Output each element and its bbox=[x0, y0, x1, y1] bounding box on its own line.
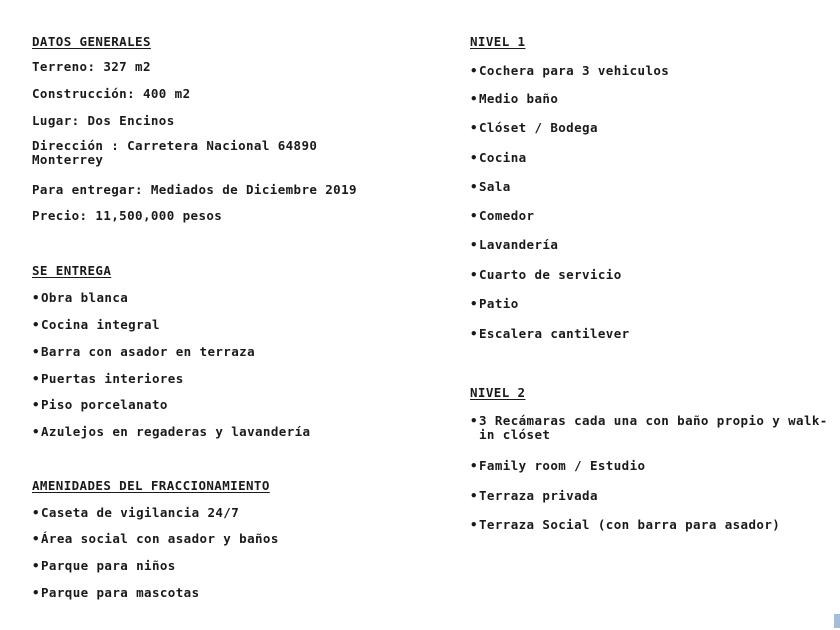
bullet-icon: • bbox=[470, 179, 478, 194]
list-item: • Medio baño bbox=[470, 91, 559, 106]
amenidades-section bbox=[32, 478, 432, 600]
amenidades-heading: AMENIDADES DEL FRACCIONAMIENTO bbox=[32, 478, 270, 493]
list-item: • Escalera cantilever bbox=[470, 326, 630, 341]
construccion-text: Construcción: 400 m2 bbox=[32, 86, 191, 101]
corner-decoration bbox=[834, 614, 840, 628]
se-entrega-heading: SE ENTREGA bbox=[32, 263, 112, 278]
list-item: • Caseta de vigilancia 24/7 bbox=[32, 505, 240, 520]
bullet-icon: • bbox=[32, 397, 40, 412]
se-entrega-section bbox=[32, 263, 432, 439]
list-item: • Barra con asador en terraza bbox=[32, 344, 255, 359]
bullet-icon: • bbox=[32, 344, 40, 359]
list-item: • Family room / Estudio bbox=[470, 458, 646, 473]
bullet-icon: • bbox=[470, 63, 478, 78]
bullet-icon: • bbox=[470, 267, 478, 282]
list-item: • Piso porcelanato bbox=[32, 397, 168, 412]
list-item: • Terraza Social (con barra para asador) bbox=[470, 517, 781, 532]
list-item: • 3 Recámaras cada una con baño propio y walk-in clóset bbox=[470, 413, 828, 442]
list-item: • Lavandería bbox=[470, 237, 559, 252]
bullet-icon: • bbox=[470, 150, 478, 165]
bullet-icon: • bbox=[32, 290, 40, 305]
list-item: • Cocina bbox=[470, 150, 527, 165]
direccion-line1-text: Dirección : Carretera Nacional 64890 bbox=[32, 138, 318, 153]
direccion-line2-text: Monterrey bbox=[32, 152, 104, 167]
list-item: • Parque para niños bbox=[32, 558, 176, 573]
list-item: • Obra blanca bbox=[32, 290, 129, 305]
nivel-1-section bbox=[470, 34, 830, 341]
list-item: • Área social con asador y baños bbox=[32, 531, 279, 546]
bullet-icon: • bbox=[32, 558, 40, 573]
bullet-icon: • bbox=[32, 317, 40, 332]
nivel-1-heading: NIVEL 1 bbox=[470, 34, 526, 49]
bullet-icon: • bbox=[32, 531, 40, 546]
bullet-icon: • bbox=[470, 296, 478, 311]
bullet-icon: • bbox=[32, 585, 40, 600]
bullet-icon: • bbox=[470, 91, 478, 106]
list-item: • Comedor bbox=[470, 208, 535, 223]
datos-generales-section bbox=[32, 34, 432, 223]
precio-text: Precio: 11,500,000 pesos bbox=[32, 208, 223, 223]
list-item: • Azulejos en regaderas y lavandería bbox=[32, 424, 311, 439]
nivel-2-section bbox=[470, 385, 830, 532]
list-item: • Puertas interiores bbox=[32, 371, 184, 386]
bullet-icon: • bbox=[470, 413, 478, 428]
list-item: • Clóset / Bodega bbox=[470, 120, 598, 135]
list-item: • Patio bbox=[470, 296, 519, 311]
bullet-icon: • bbox=[470, 517, 478, 532]
list-item: • Sala bbox=[470, 179, 511, 194]
bullet-icon: • bbox=[32, 505, 40, 520]
bullet-icon: • bbox=[470, 488, 478, 503]
bullet-icon: • bbox=[470, 120, 478, 135]
bullet-icon: • bbox=[32, 371, 40, 386]
lugar-text: Lugar: Dos Encinos bbox=[32, 113, 175, 128]
terreno-text: Terreno: 327 m2 bbox=[32, 59, 151, 74]
bullet-icon: • bbox=[32, 424, 40, 439]
list-item: • Parque para mascotas bbox=[32, 585, 200, 600]
datos-generales-heading: DATOS GENERALES bbox=[32, 34, 151, 49]
list-item: • Cochera para 3 vehiculos bbox=[470, 63, 670, 78]
bullet-icon: • bbox=[470, 237, 478, 252]
bullet-icon: • bbox=[470, 326, 478, 341]
bullet-icon: • bbox=[470, 458, 478, 473]
list-item: • Terraza privada bbox=[470, 488, 598, 503]
bullet-icon: • bbox=[470, 208, 478, 223]
nivel-2-heading: NIVEL 2 bbox=[470, 385, 526, 400]
list-item: • Cuarto de servicio bbox=[470, 267, 622, 282]
entrega-text: Para entregar: Mediados de Diciembre 2019 bbox=[32, 182, 357, 197]
list-item: • Cocina integral bbox=[32, 317, 160, 332]
